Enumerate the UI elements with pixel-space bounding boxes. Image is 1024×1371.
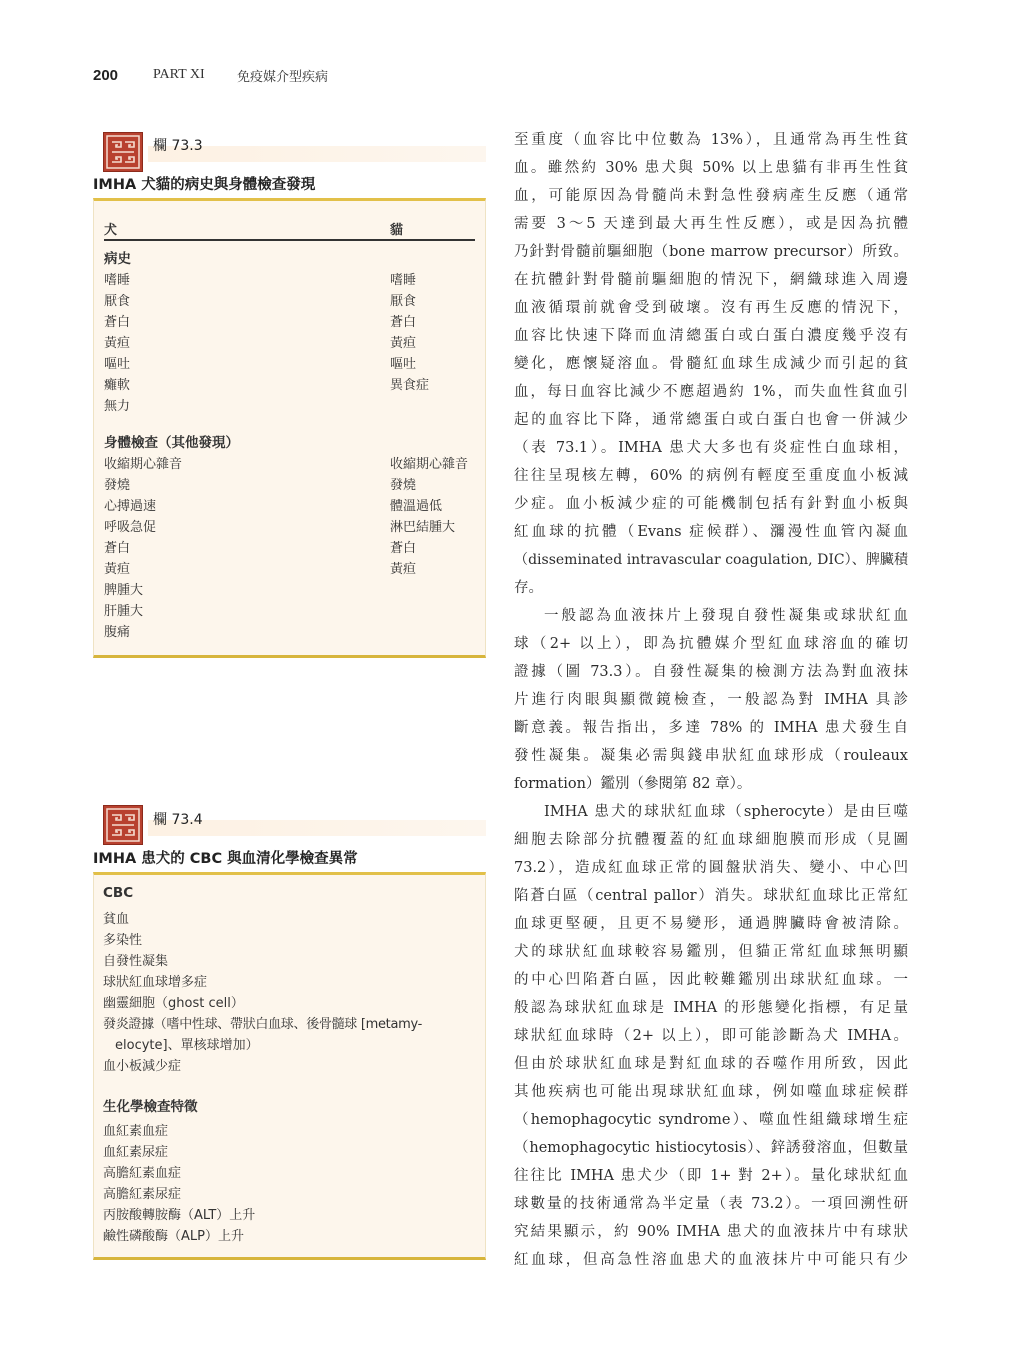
text-line: （表 73.1）。IMHA 患犬大多也有炎症性白血球相， — [514, 440, 908, 456]
table-row — [104, 311, 475, 332]
list-item: 血紅素血症 — [103, 1124, 169, 1139]
table-row — [104, 453, 475, 474]
cat-cell: 厭食 — [390, 294, 417, 309]
text-line: 少症。血小板減少症的可能機制包括有針對血小板與 — [514, 496, 908, 512]
text-line: 血。雖然約 30% 患犬與 50% 以上患貓有非再生性貧 — [514, 160, 908, 176]
box-emblem-icon — [103, 132, 143, 172]
text-line: 存。 — [514, 580, 543, 596]
table-row — [104, 374, 475, 395]
text-line: 乃針對骨髓前驅細胞（bone marrow precursor）所致。 — [514, 244, 908, 260]
text-line: 片進行肉眼與顯微鏡檢查，一般認為對 IMHA 具診 — [514, 692, 908, 708]
text-line: 但由於球狀紅血球是對紅血球的吞噬作用所致，因此 — [514, 1056, 908, 1072]
dog-cell: 發燒 — [104, 478, 131, 493]
column-header-dog: 犬 — [104, 223, 118, 238]
section-heading: 身體檢查（其他發現） — [104, 435, 239, 451]
text-line: 球數量的技術通常為半定量（表 73.2）。一項回溯性研 — [514, 1196, 908, 1212]
list-item: 多染性 — [103, 933, 143, 948]
text-line: （hemophagocytic histiocytosis）、鋅誘發溶血，但數量 — [514, 1140, 908, 1156]
running-head — [93, 64, 328, 86]
list-item: 幽靈細胞（ghost cell） — [103, 996, 244, 1011]
text-line: 犬的球狀紅血球較容易鑑別，但貓正常紅血球無明顯 — [514, 944, 908, 960]
text-line: 需要 3～5 天達到最大再生性反應），或是因為抗體 — [514, 216, 908, 232]
dog-cell: 嗜睡 — [104, 273, 131, 288]
list-item: 鹼性磷酸酶（ALP）上升 — [103, 1229, 244, 1244]
text-line: 紅血球的抗體（Evans 症候群）、瀰漫性血管內凝血 — [514, 524, 908, 540]
list-item: 球狀紅血球增多症 — [103, 975, 208, 990]
text-line: （disseminated intravascular coagulation, DIC）、脾臟積 — [514, 552, 908, 568]
text-line: 球狀紅血球時（2+ 以上），即可能診斷為犬 IMHA。 — [514, 1028, 908, 1044]
dog-cell: 蒼白 — [104, 315, 131, 330]
section-heading: 生化學檢查特徵 — [103, 1099, 198, 1115]
table-row — [104, 537, 475, 558]
table-row — [104, 332, 475, 353]
table-row — [104, 290, 475, 311]
cat-cell: 黃疸 — [390, 562, 417, 577]
cat-cell: 嗜睡 — [390, 273, 417, 288]
table-row — [104, 474, 475, 495]
table-row — [104, 621, 475, 642]
dog-cell: 心搏過速 — [104, 499, 157, 514]
text-line: 血球更堅硬，且更不易變形，通過脾臟時會被清除。 — [514, 916, 908, 932]
table-row — [104, 353, 475, 374]
box-title: IMHA 犬貓的病史與身體檢查發現 — [93, 177, 316, 193]
dog-cell: 收縮期心雜音 — [104, 457, 183, 472]
box-label: 欄 73.3 — [153, 138, 203, 154]
text-line: 究結果顯示，約 90% IMHA 患犬的血液抹片中有球狀 — [514, 1224, 908, 1240]
dog-cell: 黃疸 — [104, 562, 131, 577]
table-row — [104, 269, 475, 290]
text-line: 至重度（血容比中位數為 13%），且通常為再生性貧 — [514, 132, 908, 148]
dog-cell: 厭食 — [104, 294, 131, 309]
body-text-column — [514, 126, 908, 1274]
cat-cell: 體溫過低 — [390, 499, 443, 514]
text-line: 血液循環前就會受到破壞。沒有再生反應的情況下， — [514, 300, 908, 316]
text-line: 73.2），造成紅血球正常的圓盤狀消失、變小、中心凹 — [514, 860, 908, 876]
dog-cell: 肝腫大 — [104, 604, 144, 619]
text-line: 發性凝集。凝集必需與錢串狀紅血球形成（rouleaux — [514, 748, 908, 764]
table-row — [104, 600, 475, 621]
text-line: 陷蒼白區（central pallor）消失。球狀紅血球比正常紅 — [514, 888, 908, 904]
text-line: 往往呈現核左轉，60% 的病例有輕度至重度血小板減 — [514, 468, 908, 484]
list-item: 自發性凝集 — [103, 954, 169, 969]
table-row — [104, 495, 475, 516]
list-item: 血紅素尿症 — [103, 1145, 169, 1160]
text-line: 一般認為血液抹片上發現自發性凝集或球狀紅血 — [544, 608, 908, 624]
section-heading: 病史 — [104, 251, 131, 267]
text-line: 球（2+ 以上），即為抗體媒介型紅血球溶血的確切 — [514, 636, 908, 652]
text-line: formation）鑑別（參閱第 82 章）。 — [514, 776, 752, 792]
text-line: 血，每日血容比減少不應超過約 1%，而失血性貧血引 — [514, 384, 908, 400]
text-line: 斷意義。報告指出，多達 78% 的 IMHA 患犬發生自 — [514, 720, 908, 736]
text-line: 變化，應懷疑溶血。骨髓紅血球生成減少而引起的貧 — [514, 356, 908, 372]
box-73-4-list — [93, 872, 486, 1260]
list-item: 高膽紅素血症 — [103, 1166, 182, 1181]
list-item-continuation: elocyte]、單核球增加） — [115, 1038, 259, 1053]
dog-cell: 脾腫大 — [104, 583, 144, 598]
cat-cell: 黃疸 — [390, 336, 417, 351]
box-label: 欄 73.4 — [153, 812, 203, 828]
part-title: 免疫媒介型疾病 — [237, 69, 329, 85]
list-item: 血小板減少症 — [103, 1059, 182, 1074]
text-line: 往往比 IMHA 患犬少（即 1+ 對 2+）。量化球狀紅血 — [514, 1168, 908, 1184]
box-73-4-header — [93, 800, 486, 870]
text-line: 的中心凹陷蒼白區，因此較難鑑別出球狀紅血球。一 — [514, 972, 908, 988]
dog-cell: 呼吸急促 — [104, 520, 157, 535]
text-line: （hemophagocytic syndrome）、噬血性組織球增生症 — [514, 1112, 908, 1128]
list-item: 發炎證據（嗜中性球、帶狀白血球、後骨髓球 [metamy- — [103, 1017, 423, 1032]
cat-cell: 嘔吐 — [390, 357, 417, 372]
text-line: 紅血球，但高急性溶血患犬的血液抹片中可能只有少 — [514, 1252, 908, 1268]
text-line: 血，可能原因為骨髓尚未對急性發病產生反應（通常 — [514, 188, 908, 204]
list-item: 高膽紅素尿症 — [103, 1187, 182, 1202]
table-row — [104, 579, 475, 600]
table-row — [104, 516, 475, 537]
cat-cell: 異食症 — [390, 378, 430, 393]
box-emblem-icon — [103, 805, 143, 845]
cat-cell: 蒼白 — [390, 315, 417, 330]
list-item: 丙胺酸轉胺酶（ALT）上升 — [103, 1208, 256, 1223]
cat-cell: 蒼白 — [390, 541, 417, 556]
dog-cell: 無力 — [104, 399, 131, 414]
table-row — [104, 558, 475, 579]
dog-cell: 黃疸 — [104, 336, 131, 351]
box-73-3-header — [93, 126, 486, 196]
box-73-3-table — [93, 198, 486, 658]
text-line: IMHA 患犬的球狀紅血球（spherocyte）是由巨噬 — [544, 804, 908, 820]
dog-cell: 腹痛 — [104, 625, 131, 640]
dog-cell: 蒼白 — [104, 541, 131, 556]
list-item: 貧血 — [103, 912, 130, 927]
box-title: IMHA 患犬的 CBC 與血清化學檢查異常 — [93, 851, 358, 867]
dog-cell: 癱軟 — [104, 378, 131, 393]
text-line: 其他疾病也可能出現球狀紅血球，例如噬血球症候群 — [514, 1084, 908, 1100]
text-line: 細胞去除部分抗體覆蓋的紅血球細胞膜而形成（見圖 — [514, 832, 908, 848]
text-line: 血容比快速下降而血清總蛋白或白蛋白濃度幾乎沒有 — [514, 328, 908, 344]
cat-cell: 收縮期心雜音 — [390, 457, 469, 472]
cat-cell: 淋巴結腫大 — [390, 520, 456, 535]
column-header-cat: 貓 — [390, 223, 404, 238]
text-line: 在抗體針對骨髓前驅細胞的情況下，網織球進入周邊 — [514, 272, 908, 288]
text-line: 證據（圖 73.3）。自發性凝集的檢測方法為對血液抹 — [514, 664, 908, 680]
cat-cell: 發燒 — [390, 478, 417, 493]
text-line: 起的血容比下降，通常總蛋白或白蛋白也會一併減少 — [514, 412, 908, 428]
table-row — [104, 395, 475, 416]
page-number: 200 — [93, 66, 119, 84]
part-label: PART XI — [153, 67, 205, 82]
section-heading: CBC — [103, 885, 134, 901]
dog-cell: 嘔吐 — [104, 357, 131, 372]
text-line: 般認為球狀紅血球是 IMHA 的形態變化指標，有足量 — [514, 1000, 908, 1016]
table-header — [104, 219, 475, 241]
